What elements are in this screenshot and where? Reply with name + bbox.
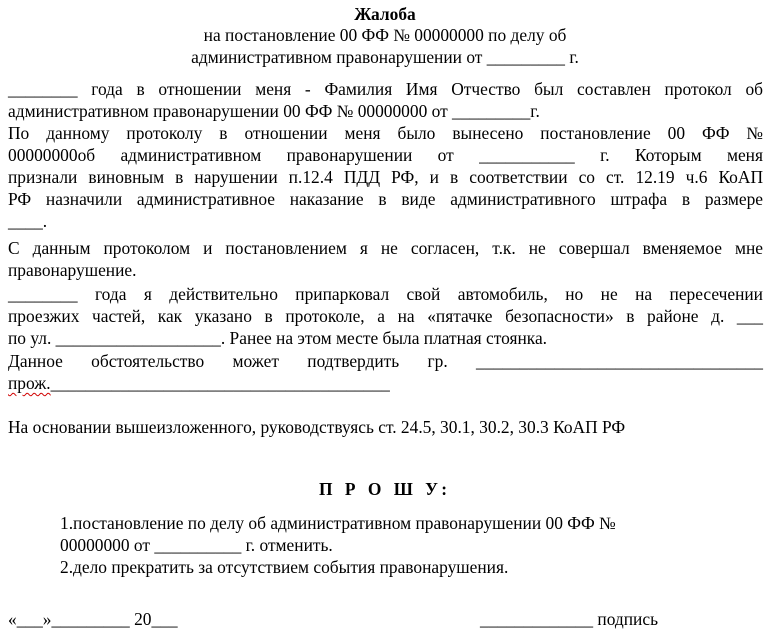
signature-date: «___»_________ 20___: [8, 609, 178, 629]
paragraph-1-line-1: ________ года в отношении меня - Фамилия Имя Отчество был составлен протокол об: [8, 79, 763, 99]
paragraph-3-line-1: С данным протоколом и постановлением я не согласен, т.к. не совершал вменяемое мне: [8, 238, 763, 258]
residence-blank: _______________________________________: [50, 373, 390, 393]
paragraph-2-line-2: 00000000об административном правонарушении от ___________ г. Которым меня: [8, 145, 763, 165]
document-title: Жалоба: [354, 4, 416, 24]
paragraph-4-line-2: проезжих частей, как указано в протоколе, а на «пятачке безопасности» в районе д. ___: [8, 306, 763, 326]
paragraph-2-line-5: ____.: [8, 211, 48, 231]
request-item-1-line-2: 00000000 от __________ г. отменить.: [60, 535, 333, 555]
request-item-1-line-1: 1.постановление по делу об административном правонарушении 00 ФФ №: [60, 513, 616, 533]
request-item-2: 2.дело прекратить за отсутствием события правонарушения.: [60, 557, 509, 577]
paragraph-4-line-1: ________ года я действительно припарковал свой автомобиль, но не на пересечении: [8, 284, 763, 304]
paragraph-5-line-2: [8, 372, 763, 394]
document-subtitle-line2: административном правонарушении от _________ г.: [191, 47, 579, 67]
paragraph-6: На основании вышеизложенного, руководствуясь ст. 24.5, 30.1, 30.2, 30.3 КоАП РФ: [8, 417, 626, 437]
residence-label: прож.: [8, 373, 51, 393]
signature-line: _____________ подпись: [480, 609, 658, 629]
paragraph-1-line-2: административном правонарушении 00 ФФ № 00000000 от _________г.: [8, 101, 540, 121]
request-heading: П Р О Ш У:: [318, 479, 452, 499]
paragraph-5-line-1: Данное обстоятельство может подтвердить гр. _________________________________: [8, 351, 763, 371]
paragraph-2-line-3: признали виновным в нарушении п.12.4 ПДД РФ, и в соответствии со ст. 12.19 ч.6 КоАП: [8, 167, 763, 187]
document-subtitle-line1: на постановление 00 ФФ № 00000000 по делу об: [203, 25, 567, 45]
paragraph-4-line-3: по ул. ___________________. Ранее на этом месте была платная стоянка.: [8, 328, 548, 348]
paragraph-3-line-2: правонарушение.: [8, 260, 137, 280]
paragraph-2-line-4: РФ назначили административное наказание в виде административного штрафа в размере: [8, 189, 763, 209]
paragraph-2-line-1: По данному протоколу в отношении меня было вынесено постановление 00 ФФ №: [8, 123, 763, 143]
